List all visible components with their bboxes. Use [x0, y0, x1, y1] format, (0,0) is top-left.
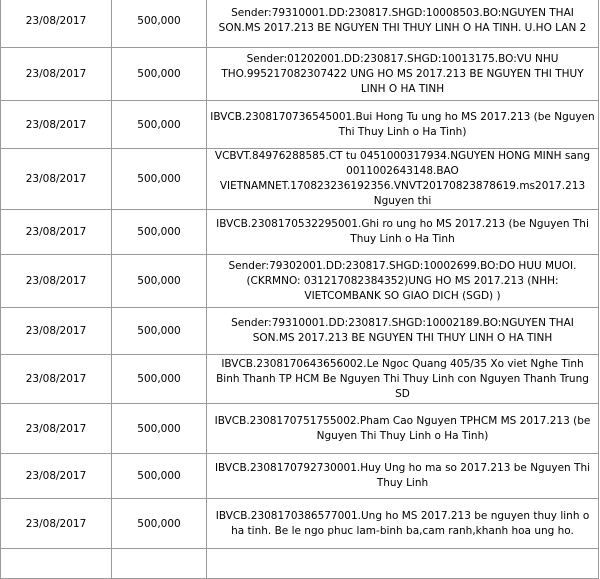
- description-cell: Sender:79310001.DD:230817.SHGD:10008503.BO:NGUYEN THAI SON.MS 2017.213 BE NGUYEN THI THUY LINH O HA TINH. U.HO LAN 2: [207, 0, 599, 48]
- table-row: [1, 255, 599, 308]
- table-row: [1, 454, 599, 499]
- description-cell: Sender:01202001.DD:230817.SHGD:10013175.BO:VU NHU THO.995217082307422 UNG HO MS 2017.213 BE NGUYEN THI THUY LINH O HA TINH: [207, 48, 599, 101]
- table-row: [1, 48, 599, 101]
- table-row: [1, 404, 599, 454]
- table-row: [1, 549, 599, 579]
- date-cell: 23/08/2017: [1, 404, 112, 454]
- date-cell: 23/08/2017: [1, 499, 112, 549]
- description-cell: Sender:79302001.DD:230817.SHGD:10002699.BO:DO HUU MUOI.(CKRMNO: 031217082384352)UNG HO MS 2017.213 (NHH: VIETCOMBANK SO GIAO DICH (SGD) ): [207, 255, 599, 308]
- description-cell: IBVCB.2308170736545001.Bui Hong Tu ung ho MS 2017.213 (be Nguyen Thi Thuy Linh o Ha Tinh): [207, 101, 599, 149]
- description-cell: IBVCB.2308170386577001.Ung ho MS 2017.213 be nguyen thuy linh o ha tinh. Be le ngo phuc lam-binh ba,cam ranh,khanh hoa ung ho.: [207, 499, 599, 549]
- amount-cell: 500,000: [112, 0, 207, 48]
- description-cell: VCBVT.84976288585.CT tu 0451000317934.NGUYEN HONG MINH sang 0011002643148.BAO VIETNAMNET.170823236192356.VNVT20170823878619.ms2017.213 Nguyen thi: [207, 149, 599, 210]
- amount-cell: 500,000: [112, 404, 207, 454]
- amount-cell: 500,000: [112, 454, 207, 499]
- amount-cell: 500,000: [112, 48, 207, 101]
- amount-cell: 500,000: [112, 255, 207, 308]
- description-cell: Sender:79310001.DD:230817.SHGD:10002189.BO:NGUYEN THAI SON.MS 2017.213 BE NGUYEN THI THUY LINH O HA TINH: [207, 308, 599, 355]
- table-row: [1, 308, 599, 355]
- amount-cell: 500,000: [112, 101, 207, 149]
- date-cell: 23/08/2017: [1, 101, 112, 149]
- date-cell: 23/08/2017: [1, 308, 112, 355]
- date-cell: [1, 549, 112, 579]
- date-cell: 23/08/2017: [1, 255, 112, 308]
- table-row: [1, 355, 599, 404]
- table-row: [1, 499, 599, 549]
- date-cell: 23/08/2017: [1, 355, 112, 404]
- date-cell: 23/08/2017: [1, 210, 112, 255]
- table-row: [1, 101, 599, 149]
- amount-cell: [112, 549, 207, 579]
- amount-cell: 500,000: [112, 308, 207, 355]
- table-row: [1, 0, 599, 48]
- amount-cell: 500,000: [112, 149, 207, 210]
- table-row: [1, 149, 599, 210]
- amount-cell: 500,000: [112, 210, 207, 255]
- date-cell: 23/08/2017: [1, 48, 112, 101]
- description-cell: IBVCB.2308170751755002.Pham Cao Nguyen TPHCM MS 2017.213 (be Nguyen Thi Thuy Linh o Ha Tinh): [207, 404, 599, 454]
- amount-cell: 500,000: [112, 355, 207, 404]
- description-cell: IBVCB.2308170643656002.Le Ngoc Quang 405/35 Xo viet Nghe Tinh Binh Thanh TP HCM Be Nguyen Thi Thuy Linh con Nguyen Thanh Trung SD: [207, 355, 599, 404]
- date-cell: 23/08/2017: [1, 0, 112, 48]
- description-cell: IBVCB.2308170532295001.Ghi ro ung ho MS 2017.213 (be Nguyen Thi Thuy Linh o Ha Tinh: [207, 210, 599, 255]
- amount-cell: 500,000: [112, 499, 207, 549]
- description-cell: IBVCB.2308170792730001.Huy Ung ho ma so 2017.213 be Nguyen Thi Thuy Linh: [207, 454, 599, 499]
- date-cell: 23/08/2017: [1, 149, 112, 210]
- date-cell: 23/08/2017: [1, 454, 112, 499]
- description-cell: [207, 549, 599, 579]
- table-row: [1, 210, 599, 255]
